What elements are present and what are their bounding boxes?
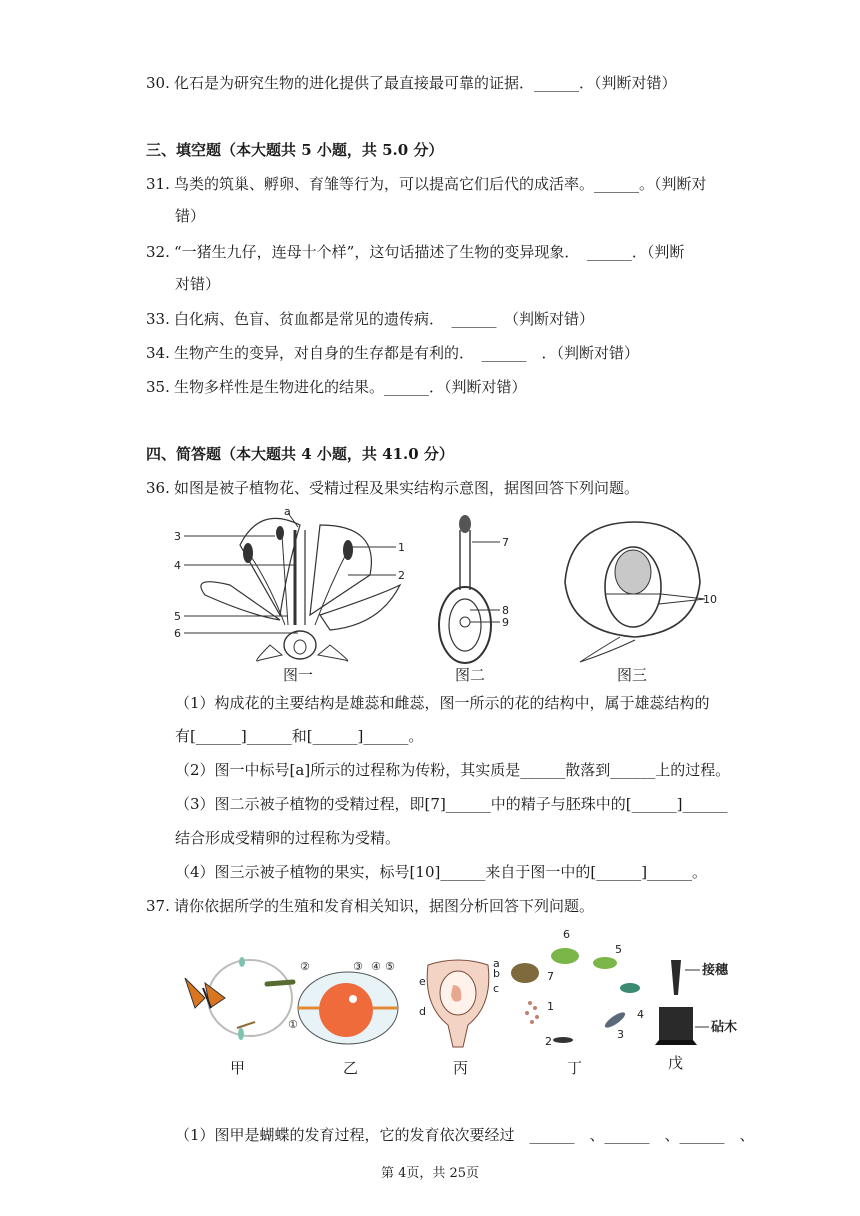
question-number: 30. — [146, 74, 170, 92]
egg-label-1: ① — [288, 1018, 298, 1031]
egg-label-4: ④ — [371, 960, 381, 973]
label-6: 6 — [174, 627, 181, 640]
question-30 — [146, 66, 740, 100]
figure-caption-2: 图二 — [455, 666, 486, 684]
frog-lifecycle-diagram — [505, 928, 665, 1053]
question-32-continuation: 对错） — [175, 275, 221, 293]
bird-egg-diagram — [283, 955, 408, 1050]
egg-label-3: ③ — [353, 960, 363, 973]
question-number: 34. — [146, 344, 170, 362]
frog-label-4: 4 — [637, 1008, 644, 1021]
question-37 — [146, 889, 740, 923]
label-7: 7 — [502, 536, 509, 549]
flower-structure-diagram — [170, 505, 420, 665]
egg-label-2: ② — [300, 960, 310, 973]
frog-label-3: 3 — [617, 1028, 624, 1041]
section-title-fill-blank: 三、填空题（本大题共 5 小题，共 5.0 分） — [146, 141, 444, 159]
question-text: 请你依据所学的生殖和发育相关知识，据图分析回答下列问题。 — [174, 897, 595, 915]
uterus-label-d: d — [419, 1005, 426, 1018]
label-3: 3 — [174, 530, 181, 543]
label-9: 9 — [502, 616, 509, 629]
q36-sub3-line2: 结合形成受精卵的过程称为受精。 — [175, 829, 401, 847]
q36-sub1-line2: 有[______]______和[______]______。 — [175, 727, 424, 745]
q36-sub2: （2）图一中标号[a]所示的过程称为传粉，其实质是______散落到______上的过程。 — [175, 761, 731, 779]
question-36 — [146, 471, 740, 505]
figure-caption-ding: 丁 — [567, 1059, 583, 1077]
label-1: 1 — [398, 541, 405, 554]
question-text: 生物产生的变异，对自身的生存都是有利的． ______ ．（判断对错） — [174, 344, 640, 362]
question-number: 33. — [146, 310, 170, 328]
human-uterus-diagram — [413, 955, 503, 1050]
question-number: 35. — [146, 378, 170, 396]
label-a: a — [284, 505, 291, 518]
egg-label-5: ⑤ — [385, 960, 395, 973]
frog-label-5: 5 — [615, 943, 622, 956]
question-number: 32. — [146, 243, 170, 261]
question-text: 化石是为研究生物的进化提供了最直接最可靠的证据．______．（判断对错） — [174, 74, 677, 92]
figure-caption-1: 图一 — [283, 666, 314, 684]
graft-label-stock: 砧木 — [711, 1020, 738, 1035]
label-5: 5 — [174, 610, 181, 623]
q36-sub3-line1: （3）图二示被子植物的受精过程，即[7]______中的精子与胚珠中的[______]______ — [175, 795, 728, 813]
question-33 — [146, 302, 740, 336]
question-text: 如图是被子植物花、受精过程及果实结构示意图，据图回答下列问题。 — [174, 479, 640, 497]
graft-label-scion: 接穗 — [702, 963, 729, 978]
section-title-short-answer: 四、简答题（本大题共 4 小题，共 41.0 分） — [146, 445, 454, 463]
frog-label-7: 7 — [547, 970, 554, 983]
uterus-label-a: a — [493, 957, 500, 970]
frog-label-1: 1 — [547, 1000, 554, 1013]
label-4: 4 — [174, 559, 181, 572]
question-text: 鸟类的筑巢、孵卵、育雏等行为，可以提高它们后代的成活率。______。（判断对 — [174, 175, 707, 193]
figure-caption-bing: 丙 — [453, 1059, 469, 1077]
question-number: 37. — [146, 897, 170, 915]
figure-caption-3: 图三 — [617, 666, 648, 684]
fruit-structure-diagram — [555, 512, 720, 667]
question-text: 生物多样性是生物进化的结果。______．（判断对错） — [174, 378, 527, 396]
frog-label-6: 6 — [563, 928, 570, 941]
grafting-diagram — [645, 955, 765, 1050]
uterus-label-c: c — [493, 982, 500, 995]
question-text: 白化病、色盲、贫血都是常见的遗传病． ______ （判断对错） — [174, 310, 595, 328]
fertilization-diagram — [430, 510, 520, 665]
q36-sub4: （4）图三示被子植物的果实，标号[10]______来自于图一中的[______]______。 — [175, 863, 708, 881]
figure-caption-yi: 乙 — [343, 1059, 359, 1077]
label-2: 2 — [398, 569, 405, 582]
question-text: “一猪生九仔，连母十个样”，这句话描述了生物的变异现象． ______．（判断 — [174, 243, 685, 261]
question-number: 31. — [146, 175, 170, 193]
label-8: 8 — [502, 604, 509, 617]
question-32 — [146, 235, 740, 269]
question-34 — [146, 336, 740, 370]
question-number: 36. — [146, 479, 170, 497]
question-31 — [146, 167, 740, 201]
question-35 — [146, 370, 740, 404]
butterfly-lifecycle-diagram — [175, 948, 300, 1048]
uterus-label-b: b — [493, 967, 500, 980]
figure-caption-jia: 甲 — [230, 1059, 246, 1077]
question-31-continuation: 错） — [175, 207, 206, 225]
uterus-label-e: e — [419, 975, 426, 988]
figure-caption-wu: 戊 — [668, 1054, 684, 1072]
page-footer: 第 4页，共 25页 — [380, 1166, 480, 1181]
frog-label-2: 2 — [545, 1035, 552, 1048]
label-10: 10 — [703, 593, 717, 606]
q37-sub1: （1）图甲是蝴蝶的发育过程，它的发育依次要经过 ______ 、______ 、______ 、 — [175, 1126, 755, 1144]
q36-sub1-line1: （1）构成花的主要结构是雄蕊和雌蕊，图一所示的花的结构中，属于雄蕊结构的 — [175, 694, 710, 712]
